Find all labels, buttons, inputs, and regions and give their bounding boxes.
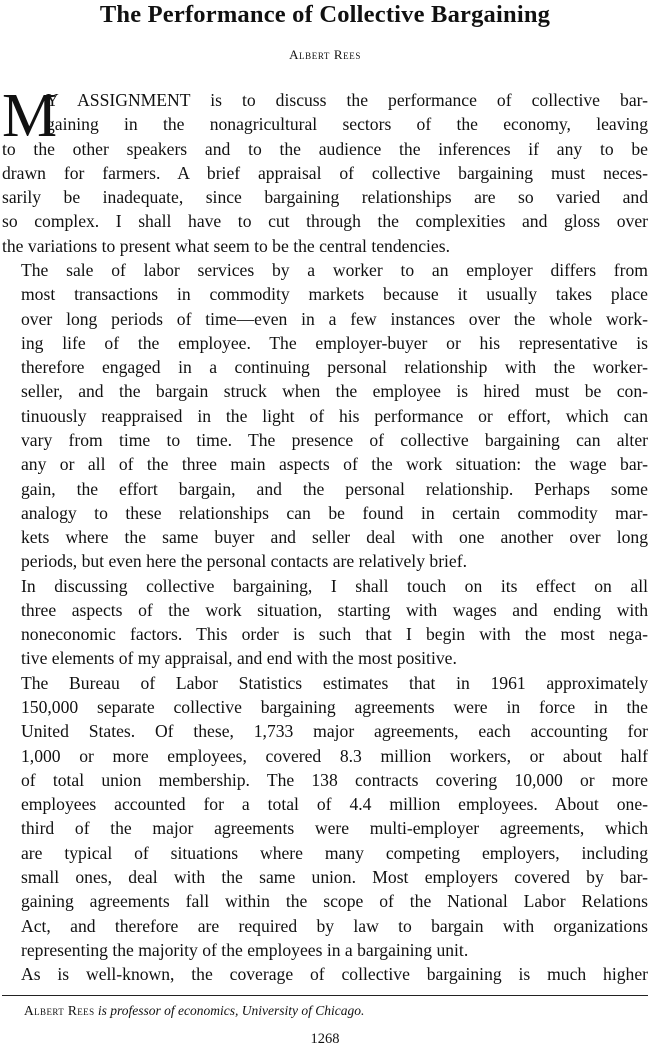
text-line: seller, and the bargain struck when the employee is hired must be con- [21, 381, 648, 402]
text-line: analogy to these relationships can be found in certain commodity mar- [21, 502, 648, 523]
text-line: gaining agreements fall within the scope of the National Labor Relations [21, 891, 648, 912]
text-line: over long periods of time—even in a few instances over the whole work- [21, 308, 648, 329]
text-line: therefore engaged in a continuing personal relationship with the worker- [21, 357, 648, 378]
text-line: periods, but even here the personal contacts are relatively brief. [21, 551, 468, 572]
text-line: employees accounted for a total of 4.4 million employees. About one- [21, 794, 648, 815]
text-line: tinuously reappraised in the light of his performance or effort, which can [21, 405, 648, 426]
text-line: The Bureau of Labor Statistics estimates that in 1961 approximately [21, 672, 648, 693]
text-line: 150,000 separate collective bargaining agreements were in force in the [21, 697, 648, 718]
article-body [2, 82, 648, 986]
text-line: kets where the same buyer and seller deal with one another over long [21, 527, 648, 548]
paragraph [2, 962, 648, 986]
text-line: to the other speakers and to the audience the inferences if any to be [2, 138, 648, 159]
text-line: The sale of labor services by a worker to an employer differs from [21, 259, 648, 280]
text-line: 1,000 or more employees, covered 8.3 million workers, or about half [21, 745, 648, 766]
text-line: In discussing collective bargaining, I shall touch on its effect on all [21, 575, 648, 596]
text-line: vary from time to time. The presence of collective bargaining can alter [21, 429, 648, 450]
text-line: drawn for farmers. A brief appraisal of collective bargaining must neces- [2, 162, 648, 183]
author-footnote [24, 1002, 644, 1019]
text-line: small ones, deal with the same union. Most employers covered by bar- [21, 867, 648, 887]
text-line: third of the major agreements were multi-employer agreements, which [21, 818, 648, 839]
text-line: are typical of situations where many competing employers, including [21, 842, 648, 863]
text-line: gaining in the nonagricultural sectors of the economy, leaving [46, 114, 648, 135]
text-line: Act, and therefore are required by law to bargain with organizations [21, 915, 648, 936]
text-line: three aspects of the work situation, starting with wages and ending with [21, 599, 648, 620]
paragraph [2, 671, 648, 962]
text-line: sarily be inadequate, since bargaining relationships are so varied and [2, 187, 648, 208]
text-line: most transactions in commodity markets because it usually takes place [21, 284, 648, 305]
text-line: any or all of the three main aspects of the work situation: the wage bar- [21, 454, 648, 475]
footnote-author-name: Albert Rees [24, 1003, 95, 1018]
paragraph [2, 82, 648, 258]
text-line: so complex. I shall have to cut through the complexities and gloss over [2, 211, 648, 232]
footnote-affiliation: is professor of economics, University of Chicago. [97, 1003, 365, 1018]
text-line: United States. Of these, 1,733 major agreements, each accounting for [21, 721, 648, 742]
text-line: representing the majority of the employees in a bargaining unit. [21, 939, 469, 960]
footnote-divider [2, 995, 648, 996]
text-line: gain, the effort bargain, and the personal relationship. Perhaps some [21, 478, 648, 499]
paragraphs-container [2, 82, 648, 986]
text-line: tive elements of my appraisal, and end with the most positive. [21, 648, 457, 669]
article-title: The Performance of Collective Bargaining [99, 1, 551, 28]
text-line: ing life of the employee. The employer-buyer or his representative is [21, 332, 648, 353]
page-number: 1268 [310, 1031, 340, 1047]
text-line: of total union membership. The 138 contracts covering 10,000 or more [21, 769, 648, 790]
article-author: Albert Rees [289, 47, 361, 62]
text-line: noneconomic factors. This order is such that I begin with the most nega- [21, 624, 648, 645]
text-line: As is well-known, the coverage of collective bargaining is much higher [21, 964, 648, 985]
text-line: Y ASSIGNMENT is to discuss the performance of collective bar- [46, 90, 648, 110]
text-line: the variations to present what seem to be the central tendencies. [2, 235, 450, 256]
paragraph [2, 258, 648, 574]
drop-cap: M [2, 82, 58, 150]
paragraph [2, 574, 648, 671]
